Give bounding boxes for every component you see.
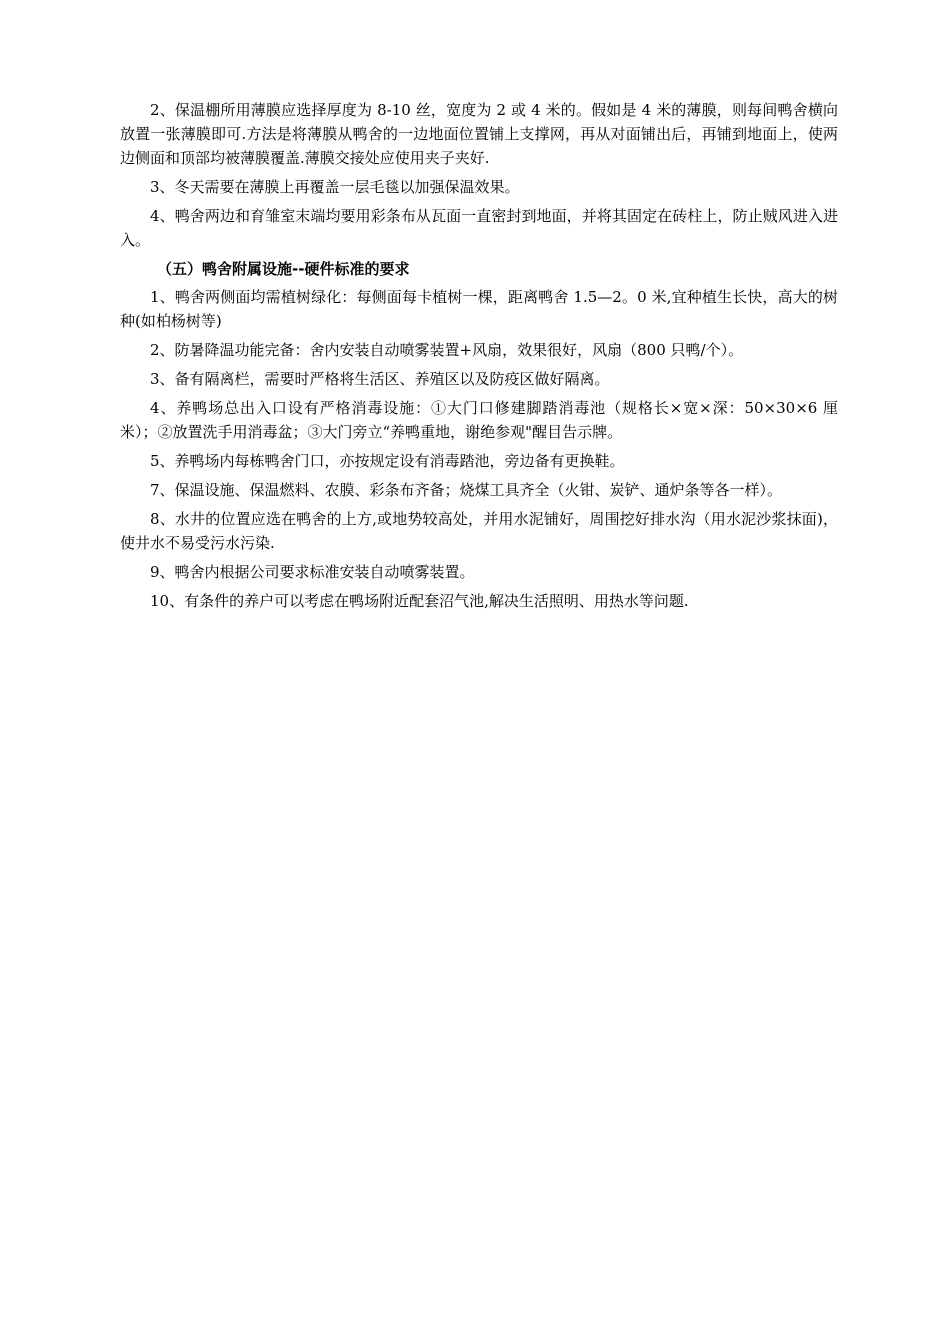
- paragraph-blanket-cover: 3、冬天需要在薄膜上再覆盖一层毛毯以加强保温效果。: [150, 178, 520, 196]
- paragraph-disinfection-door: 5、养鸭场内每栋鸭舍门口，亦按规定设有消毒踏池，旁边备有更换鞋。: [150, 452, 625, 470]
- document-body: [120, 98, 838, 618]
- paragraph-sealing: 4、鸭舍两边和育雏室末端均要用彩条布从瓦面一直密封到地面，并将其固定在砖柱上，防止贼风进入进入。: [120, 207, 838, 249]
- paragraph-film-selection: 2、保温棚所用薄膜应选择厚度为 8-10 丝，宽度为 2 或 4 米的。假如是 4 米的薄膜，则每间鸭舍横向放置一张薄膜即可.方法是将薄膜从鸭舍的一边地面位置铺上支撑网，再从对面铺出后，再铺到地面上，使两边侧面和顶部均被薄膜覆盖.薄膜交接处应使用夹子夹好.: [120, 101, 838, 167]
- paragraph-water-well: 8、水井的位置应选在鸭舍的上方,或地势较高处，并用水泥铺好，周围挖好排水沟（用水泥沙浆抹面)，使井水不易受污水污染.: [120, 510, 838, 552]
- paragraph-disinfection-entrance: 4、养鸭场总出入口设有严格消毒设施：①大门口修建脚踏消毒池（规格长×宽×深：50×30×6 厘米）；②放置洗手用消毒盆；③大门旁立“养鸭重地，谢绝参观"醒目告示牌。: [120, 399, 838, 441]
- section-heading: （五）鸭舍附属设施--硬件标准的要求: [157, 260, 410, 278]
- paragraph-cooling: 2、防暑降温功能完备：舍内安装自动喷雾装置+风扇，效果很好，风扇（800 只鸭/个）。: [150, 341, 744, 359]
- paragraph-spray-device: 9、鸭舍内根据公司要求标准安装自动喷雾装置。: [150, 563, 475, 581]
- paragraph-biogas: 10、有条件的养户可以考虑在鸭场附近配套沼气池,解决生活照明、用热水等问题.: [150, 592, 689, 610]
- paragraph-isolation: 3、备有隔离栏，需要时严格将生活区、养殖区以及防疫区做好隔离。: [150, 370, 610, 388]
- paragraph-heating-supplies: 7、保温设施、保温燃料、农膜、彩条布齐备；烧煤工具齐全（火钳、炭铲、通炉条等各一样）。: [150, 481, 783, 499]
- paragraph-tree-planting: 1、鸭舍两侧面均需植树绿化：每侧面每卡植树一棵，距离鸭舍 1.5—2。0 米,宜种植生长快，高大的树种(如柏杨树等): [120, 288, 838, 330]
